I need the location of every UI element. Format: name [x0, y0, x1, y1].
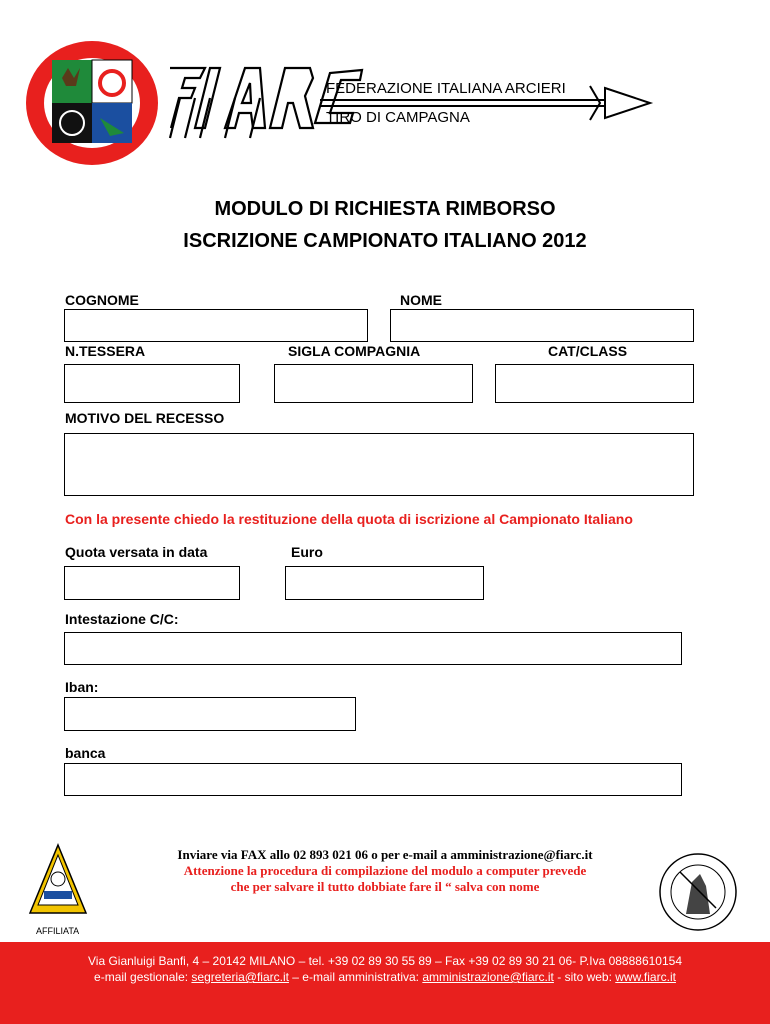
- email-gest-link[interactable]: segreteria@fiarc.it: [191, 970, 289, 984]
- fiarc-seal-logo: [22, 38, 162, 168]
- cognome-label: COGNOME: [65, 292, 139, 308]
- org-line2: TIRO DI CAMPAGNA: [326, 109, 470, 126]
- motivo-label: MOTIVO DEL RECESSO: [65, 410, 225, 426]
- email-amm-link[interactable]: amministrazione@fiarc.it: [422, 970, 554, 984]
- iban-field[interactable]: [64, 697, 356, 731]
- instructions-fax: Inviare via FAX allo 02 893 021 06 o per e-mail a amministrazione@fiarc.it: [177, 847, 593, 862]
- cognome-field[interactable]: [64, 309, 368, 342]
- euro-label: Euro: [291, 544, 323, 560]
- site-link[interactable]: www.fiarc.it: [615, 970, 676, 984]
- footer-contacts: [0, 970, 770, 984]
- email-amm-label: – e-mail amministrativa:: [288, 970, 423, 984]
- request-text: Con la presente chiedo la restituzione della quota di iscrizione al Campionato Italiano: [65, 511, 633, 527]
- cat-field[interactable]: [495, 364, 694, 403]
- iban-label: Iban:: [65, 679, 99, 695]
- footer-address: Via Gianluigi Banfi, 4 – 20142 MILANO – tel. +39 02 89 30 55 89 – Fax +39 02 89 30 21 06- P.Iva 08888610154: [88, 954, 682, 968]
- fiarc-arrow-logo: [165, 58, 660, 148]
- affiliata-caption: AFFILIATA: [36, 926, 80, 936]
- intestazione-label: Intestazione C/C:: [65, 611, 179, 627]
- org-line1: FEDERAZIONE ITALIANA ARCIERI: [326, 80, 566, 97]
- ifaa-badge-logo: [28, 843, 88, 927]
- nome-field[interactable]: [390, 309, 694, 342]
- footer: [0, 942, 770, 1024]
- tessera-label: N.TESSERA: [65, 343, 146, 359]
- motivo-field[interactable]: [64, 433, 694, 496]
- banca-label: banca: [65, 745, 106, 761]
- nome-label: NOME: [400, 292, 442, 308]
- instructions-warning-1: Attenzione la procedura di compilazione del modulo a computer prevede: [183, 863, 587, 878]
- page-subtitle: ISCRIZIONE CAMPIONATO ITALIANO 2012: [183, 230, 587, 252]
- site-label: - sito web:: [553, 970, 616, 984]
- sigla-label: SIGLA COMPAGNIA: [288, 343, 421, 359]
- quota-date-field[interactable]: [64, 566, 240, 600]
- euro-field[interactable]: [285, 566, 484, 600]
- intestazione-field[interactable]: [64, 632, 682, 665]
- email-gest-label: e-mail gestionale:: [94, 970, 192, 984]
- instructions-warning-2: che per salvare il tutto dobbiate fare il “ salva con nome: [230, 879, 540, 894]
- cat-label: CAT/CLASS: [548, 343, 628, 359]
- page-title: MODULO DI RICHIESTA RIMBORSO: [214, 198, 556, 220]
- banca-field[interactable]: [64, 763, 682, 796]
- archer-antiquaries-badge: [656, 852, 740, 932]
- tessera-field[interactable]: [64, 364, 240, 403]
- sigla-field[interactable]: [274, 364, 473, 403]
- quota-label: Quota versata in data: [65, 544, 208, 560]
